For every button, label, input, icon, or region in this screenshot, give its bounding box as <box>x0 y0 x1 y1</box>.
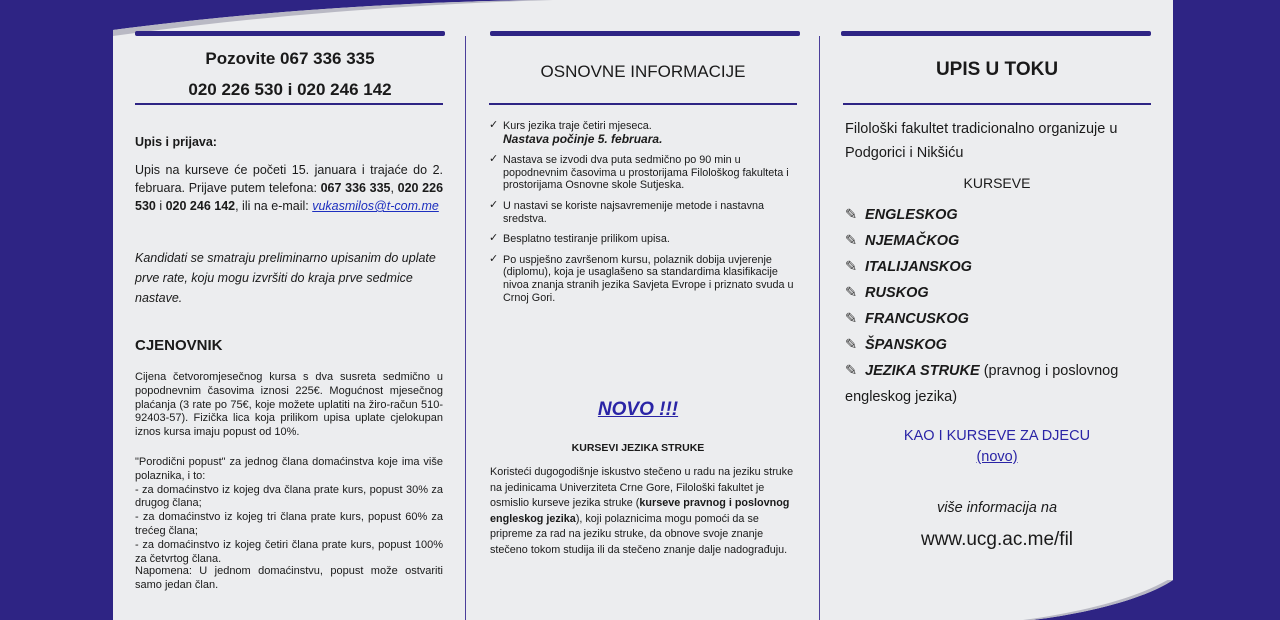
header-bar <box>841 31 1151 36</box>
struke-text: Koristeći dugogodišnje iskustvo stečeno u radu na jeziku struke na jedinicama Univerziteta Crne Gore, Filološki fakultet je osmislio kurseve jezika struke ( <box>490 466 794 509</box>
djeca-text: KAO I KURSEVE ZA DJECU <box>903 428 1091 444</box>
divider-line <box>489 103 797 105</box>
upis-separator: , <box>390 181 398 195</box>
cjena-paragraph: Cijena četvoromjesečnog kursa s dva susreta sedmično u popodnevnim časovima iznosi 225€. Mogućnost mjesečnog plaćanja (3 rate po 75€, koje možete uplatiti na žiro-račun 510-92403-57). Fizička lica koja prilikom upisa uplate cjelokupan iznos kursa imaju popust od 10%. <box>135 371 443 439</box>
djeca-novo: (novo) <box>976 449 1018 465</box>
pen-icon: ✎ <box>845 337 858 353</box>
struke-paragraph <box>490 465 800 558</box>
kurseve-label: KURSEVE <box>963 175 1031 191</box>
intro-paragraph: Filološki fakultet tradicionalno organizuje u Podgorici i Nikšiću <box>845 121 1118 161</box>
upis-u-toku-title: UPIS U TOKU <box>935 59 1059 80</box>
pen-icon: ✎ <box>845 259 858 275</box>
bottom-swoosh-decoration <box>973 580 1173 620</box>
upis-phone-3: 020 246 142 <box>165 199 236 213</box>
language-name: JEZIKA STRUKE <box>865 363 980 379</box>
check-icon: ✓ <box>489 252 499 265</box>
upis-text: Upis na kurseve će početi 15. januara i trajaće do 2. februara. Prijave putem telefona: <box>135 163 443 195</box>
porodicni-item: - za domaćinstvo iz kojeg četiri člana prate kurs, popust 100% za četvrtog člana. <box>135 538 443 565</box>
language-item <box>845 332 1155 358</box>
pen-icon: ✎ <box>845 285 858 301</box>
porodicni-item: - za domaćinstvo iz kojeg tri člana prate kurs, popust 60% za trećeg člana; <box>135 511 443 537</box>
phone-line-2: 020 226 530 i 020 246 142 <box>188 80 392 99</box>
novo-heading: NOVO !!! <box>597 399 679 420</box>
porodicni-popust <box>135 456 443 566</box>
upis-phone-1: 067 336 335 <box>320 181 391 195</box>
phone-line-1: Pozovite 067 336 335 <box>205 49 375 68</box>
struke-text: ), koji polaznicima mogu pomoći da se pripreme za rad na jeziku struke, da obnove svoje znanje stečeno tokom studija ili da stečeno znanje dalje nadograđuju. <box>490 512 788 556</box>
item-text: Kurs jezika traje četiri mjeseca. <box>503 120 652 132</box>
cjenovnik-heading: CJENOVNIK <box>135 337 223 354</box>
check-icon: ✓ <box>489 153 499 166</box>
check-icon: ✓ <box>489 198 499 211</box>
upis-phone-2: 020 226 530 <box>135 181 444 213</box>
pen-icon: ✎ <box>845 363 858 379</box>
language-item <box>845 202 1155 228</box>
language-list <box>845 202 1155 410</box>
divider-line <box>843 103 1151 105</box>
checklist-item <box>489 254 804 304</box>
brochure-page <box>113 0 1173 620</box>
upis-label: Upis i prijava: <box>135 135 217 149</box>
start-date: Nastava počinje 5. februara. <box>503 131 663 146</box>
divider-line <box>135 103 443 105</box>
struke-bold: kurseve pravnog i poslovnog engleskog jezika <box>490 497 790 525</box>
napomena: Napomena: U jednom domaćinstvu, popust može ostvariti samo jedan član. <box>135 565 443 591</box>
info-checklist <box>489 120 804 312</box>
pen-icon: ✎ <box>845 207 858 223</box>
upis-and: i <box>155 199 166 213</box>
kursevi-struke-title: KURSEVI JEZIKA STRUKE <box>571 442 705 454</box>
language-name: ŠPANSKOG <box>865 337 947 353</box>
column-divider <box>465 36 466 620</box>
language-item <box>845 280 1155 306</box>
header-bar <box>490 31 800 36</box>
language-name: FRANCUSKOG <box>865 311 969 327</box>
item-text: Nastava se izvodi dva puta sedmično po 90 min u popodnevnim časovima u prostorijama Filološkog fakulteta i prostorijama Osnovne skole Sutjeska. <box>503 154 789 192</box>
checklist-item <box>489 233 804 246</box>
checklist-item <box>489 154 804 192</box>
item-text: U nastavi se koriste najsavremenije metode i nastavna sredstva. <box>503 199 765 225</box>
checklist-item <box>489 200 804 225</box>
language-item <box>845 228 1155 254</box>
porodicni-item: - za domaćinstvo iz kojeg dva člana prate kurs, popust 30% za drugog člana; <box>135 483 443 510</box>
pen-icon: ✎ <box>845 311 858 327</box>
kandidati-note: Kandidati se smatraju preliminarno upisanim do uplate prve rate, koju mogu izvršiti do kraja prve sedmice nastave. <box>135 251 436 305</box>
upis-paragraph <box>135 161 443 215</box>
language-name: NJEMAČKOG <box>865 233 960 249</box>
porodicni-intro: "Porodični popust" za jednog člana domaćinstva koje ima više polaznika, i to: <box>135 456 443 482</box>
item-text: Po uspješno završenom kursu, polaznik dobija uvjerenje (diplomu), koja je usaglašeno sa standardima klasifikacije nivoa znanja stranih jezika Savjeta Evrope i priznato svuda u Crnoj Gori. <box>503 253 794 304</box>
column-divider <box>819 36 820 620</box>
checklist-item <box>489 120 804 146</box>
check-icon: ✓ <box>489 232 499 245</box>
language-item <box>845 254 1155 280</box>
language-note: (pravnog i poslovnog engleskog jezika) <box>845 363 1119 405</box>
vise-informacija: više informacija na <box>936 500 1058 516</box>
language-name: ITALIJANSKOG <box>865 259 972 275</box>
item-text: Besplatno testiranje prilikom upisa. <box>503 233 670 246</box>
check-icon: ✓ <box>489 119 499 131</box>
pen-icon: ✎ <box>845 233 858 249</box>
email-link[interactable]: vukasmilos@t-com.me <box>312 199 439 213</box>
osnovne-title: OSNOVNE INFORMACIJE <box>540 62 746 81</box>
header-bar <box>135 31 445 36</box>
language-name: ENGLESKOG <box>865 207 958 223</box>
language-item <box>845 306 1155 332</box>
website-url[interactable]: www.ucg.ac.me/fil <box>920 529 1074 550</box>
language-name: RUSKOG <box>865 285 929 301</box>
language-item <box>845 358 1155 410</box>
email-prefix: , ili na e-mail: <box>235 199 313 213</box>
djeca-link[interactable] <box>843 426 1151 468</box>
